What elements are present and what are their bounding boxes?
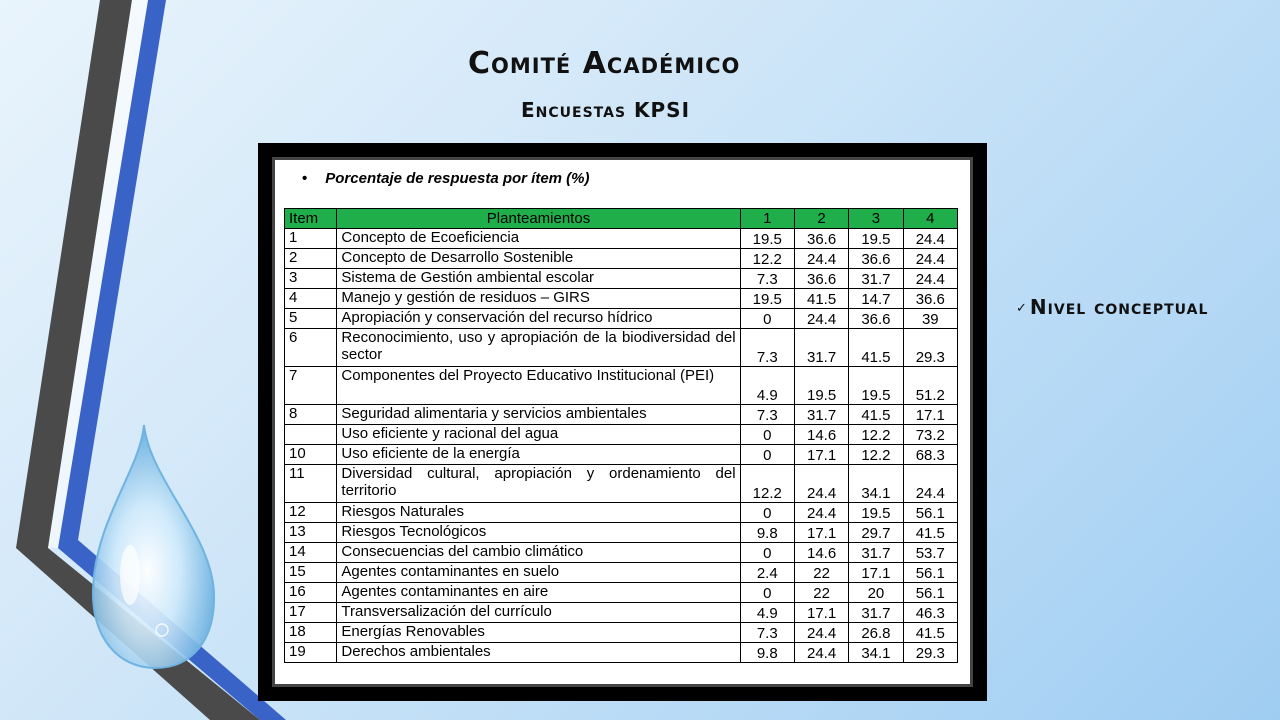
cell-value-1: 7.3 [740,329,794,367]
cell-value-2: 36.6 [794,269,848,289]
cell-value-1: 2.4 [740,563,794,583]
cell-value-3: 41.5 [849,405,903,425]
cell-value-2: 41.5 [794,289,848,309]
cell-item: 1 [285,229,337,249]
cell-value-3: 19.5 [849,367,903,405]
page-subtitle: Encuestas KPSI [521,98,691,122]
table-row [285,289,958,309]
cell-value-4: 41.5 [903,523,957,543]
cell-value-3: 34.1 [849,643,903,663]
cell-value-2: 22 [794,583,848,603]
cell-value-3: 34.1 [849,465,903,503]
cell-planteamiento: Seguridad alimentaria y servicios ambientales [337,405,740,425]
kpsi-table [284,208,958,663]
cell-value-3: 29.7 [849,523,903,543]
cell-value-4: 29.3 [903,329,957,367]
cell-value-2: 14.6 [794,425,848,445]
table-row [285,623,958,643]
table-row [285,269,958,289]
table-row [285,583,958,603]
cell-planteamiento: Reconocimiento, uso y apropiación de la biodiversidad del sector [337,329,740,367]
table-row [285,329,958,367]
cell-value-1: 9.8 [740,643,794,663]
cell-value-3: 19.5 [849,229,903,249]
cell-item: 16 [285,583,337,603]
table-row [285,249,958,269]
table-heading [302,170,590,187]
cell-planteamiento: Transversalización del currículo [337,603,740,623]
cell-value-4: 39 [903,309,957,329]
cell-item: 6 [285,329,337,367]
table-row [285,603,958,623]
cell-value-1: 19.5 [740,229,794,249]
cell-value-2: 24.4 [794,465,848,503]
cell-value-4: 53.7 [903,543,957,563]
cell-value-1: 7.3 [740,405,794,425]
cell-item: 11 [285,465,337,503]
side-bullet [1016,295,1208,319]
cell-planteamiento: Consecuencias del cambio climático [337,543,740,563]
cell-planteamiento: Derechos ambientales [337,643,740,663]
cell-item: 5 [285,309,337,329]
cell-planteamiento: Energías Renovables [337,623,740,643]
cell-value-3: 31.7 [849,603,903,623]
cell-planteamiento: Concepto de Desarrollo Sostenible [337,249,740,269]
table-row [285,445,958,465]
table-row [285,543,958,563]
cell-value-1: 0 [740,583,794,603]
cell-planteamiento: Agentes contaminantes en aire [337,583,740,603]
table-row [285,523,958,543]
cell-value-4: 24.4 [903,229,957,249]
cell-value-2: 31.7 [794,329,848,367]
cell-value-1: 0 [740,445,794,465]
side-bullet-label: Nivel conceptual [1029,295,1209,319]
cell-value-2: 17.1 [794,523,848,543]
cell-value-3: 14.7 [849,289,903,309]
cell-planteamiento: Riesgos Tecnológicos [337,523,740,543]
table-row [285,503,958,523]
table-row [285,465,958,503]
cell-value-1: 7.3 [740,623,794,643]
cell-value-3: 20 [849,583,903,603]
cell-value-1: 0 [740,543,794,563]
col-header-item: Item [285,209,337,229]
cell-item: 12 [285,503,337,523]
col-header-3: 3 [849,209,903,229]
cell-item: 3 [285,269,337,289]
cell-item: 17 [285,603,337,623]
table-row [285,405,958,425]
cell-value-1: 0 [740,503,794,523]
cell-value-2: 19.5 [794,367,848,405]
cell-value-3: 26.8 [849,623,903,643]
cell-value-2: 24.4 [794,623,848,643]
col-header-1: 1 [740,209,794,229]
cell-value-2: 14.6 [794,543,848,563]
cell-value-2: 17.1 [794,445,848,465]
cell-value-3: 41.5 [849,329,903,367]
cell-planteamiento: Uso eficiente y racional del agua [337,425,740,445]
cell-value-3: 12.2 [849,425,903,445]
cell-value-2: 22 [794,563,848,583]
col-header-2: 2 [794,209,848,229]
col-header-planteamientos: Planteamientos [337,209,740,229]
table-row [285,367,958,405]
cell-value-1: 0 [740,425,794,445]
cell-item: 18 [285,623,337,643]
cell-planteamiento: Manejo y gestión de residuos – GIRS [337,289,740,309]
cell-value-4: 24.4 [903,465,957,503]
check-bullet-icon: ✓ [1016,301,1028,316]
table-row [285,643,958,663]
cell-value-2: 24.4 [794,309,848,329]
table-panel [272,157,973,687]
cell-value-4: 73.2 [903,425,957,445]
cell-value-3: 36.6 [849,249,903,269]
cell-planteamiento: Componentes del Proyecto Educativo Institucional (PEI) [337,367,740,405]
cell-value-4: 24.4 [903,249,957,269]
cell-value-1: 12.2 [740,465,794,503]
cell-value-4: 68.3 [903,445,957,465]
table-row [285,425,958,445]
cell-item: 14 [285,543,337,563]
cell-item: 4 [285,289,337,309]
cell-item [285,425,337,445]
cell-item: 13 [285,523,337,543]
table-row [285,229,958,249]
cell-planteamiento: Uso eficiente de la energía [337,445,740,465]
cell-value-2: 24.4 [794,503,848,523]
table-header-row [285,209,958,229]
cell-value-4: 56.1 [903,583,957,603]
cell-value-1: 9.8 [740,523,794,543]
cell-value-4: 24.4 [903,269,957,289]
cell-item: 8 [285,405,337,425]
cell-item: 2 [285,249,337,269]
cell-value-4: 56.1 [903,503,957,523]
table-row [285,563,958,583]
cell-value-1: 4.9 [740,603,794,623]
page-title: Comité Académico [468,46,741,81]
cell-value-4: 29.3 [903,643,957,663]
cell-value-4: 51.2 [903,367,957,405]
col-header-4: 4 [903,209,957,229]
cell-item: 15 [285,563,337,583]
cell-value-3: 31.7 [849,543,903,563]
cell-value-2: 36.6 [794,229,848,249]
cell-planteamiento: Concepto de Ecoeficiencia [337,229,740,249]
cell-value-3: 12.2 [849,445,903,465]
cell-value-1: 12.2 [740,249,794,269]
cell-value-4: 36.6 [903,289,957,309]
cell-value-2: 31.7 [794,405,848,425]
cell-planteamiento: Sistema de Gestión ambiental escolar [337,269,740,289]
cell-value-4: 56.1 [903,563,957,583]
cell-planteamiento: Agentes contaminantes en suelo [337,563,740,583]
cell-value-2: 24.4 [794,643,848,663]
cell-item: 10 [285,445,337,465]
cell-value-3: 19.5 [849,503,903,523]
cell-value-1: 0 [740,309,794,329]
cell-item: 7 [285,367,337,405]
table-heading-text: Porcentaje de respuesta por ítem (%) [325,170,590,187]
cell-value-4: 46.3 [903,603,957,623]
cell-value-4: 17.1 [903,405,957,425]
cell-planteamiento: Diversidad cultural, apropiación y ordenamiento del territorio [337,465,740,503]
table-body [285,229,958,663]
bullet-dot-icon: • [302,170,308,187]
cell-value-1: 19.5 [740,289,794,309]
cell-value-1: 7.3 [740,269,794,289]
cell-planteamiento: Apropiación y conservación del recurso hídrico [337,309,740,329]
cell-value-2: 17.1 [794,603,848,623]
cell-value-3: 36.6 [849,309,903,329]
table-frame [258,143,987,701]
cell-value-3: 31.7 [849,269,903,289]
cell-item: 19 [285,643,337,663]
water-drop-icon [93,425,214,668]
table-row [285,309,958,329]
cell-value-1: 4.9 [740,367,794,405]
cell-value-4: 41.5 [903,623,957,643]
cell-value-3: 17.1 [849,563,903,583]
cell-planteamiento: Riesgos Naturales [337,503,740,523]
cell-value-2: 24.4 [794,249,848,269]
